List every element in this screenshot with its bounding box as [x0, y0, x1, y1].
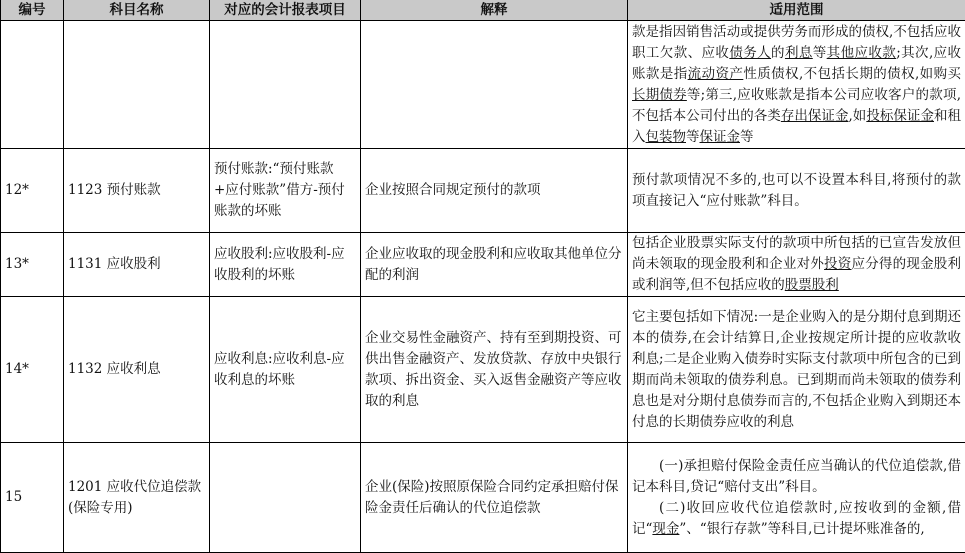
- scope-text: 包括企业股票实际支付的款项中所包括的已宣告发放但尚未领取的现金股利和企业对外: [632, 235, 961, 272]
- scope-paragraph-1: (一)承担赔付保险金责任应当确认的代位追偿款,借记本科目,贷记“赔付支出”科目。: [632, 456, 961, 498]
- scope-text: 性质债权,不包括长期的债权,如购买: [743, 66, 961, 82]
- table-row: [1, 149, 965, 233]
- scope-text: 等: [813, 45, 827, 61]
- link-investment[interactable]: 投资: [824, 256, 851, 272]
- link-deposit-guarantee[interactable]: 存出保证金: [781, 108, 849, 124]
- scope-text: (二)收回应收代位追偿款时,应按收到的金额,借记“: [632, 500, 961, 537]
- cell-no: [1, 21, 64, 149]
- cell-explanation: 企业按照合同规定预付的款项: [361, 149, 628, 233]
- cell-no: 13*: [1, 233, 64, 297]
- header-name: 科目名称: [64, 0, 210, 21]
- cell-item: [210, 443, 361, 553]
- scope-text: 等;第三,应收账款是指本公司应收客户的款项,不包括本公司付出的各类: [632, 87, 961, 124]
- scope-text: 等: [740, 129, 754, 145]
- cell-explanation: 企业(保险)按照原保险合同约定承担赔付保险金责任后确认的代位追偿款: [361, 443, 628, 553]
- cell-scope: 它主要包括如下情况:一是企业购入的是分期付息到期还本的债券,在会计结算日,企业按规定所计提的应收款收利息;二是企业购入债券时实际支付款项中所包含的已到期而尚未领取的债券利息。已到期而尚未领取的债券利息也是对分期付息债券而言的,不包括企业购入到期还本付息的长期债券应收的利息: [628, 297, 965, 443]
- scope-text: 应分得的现金股利或利润等,但不包括应收的: [632, 256, 961, 293]
- scope-text: 和租入: [632, 108, 961, 145]
- table-row: [1, 21, 965, 149]
- link-cash[interactable]: 现金: [652, 521, 679, 537]
- header-scope: 适用范围: [628, 0, 965, 21]
- link-guarantee-deposit[interactable]: 保证金: [700, 129, 741, 145]
- scope-text: ”、“银行存款”等科目,已计提坏账准备的,: [679, 521, 924, 537]
- scope-text: 等: [686, 129, 700, 145]
- scope-text: 款是指因销售活动或提供劳务而形成的债权,不包括应收职工欠款、应收: [632, 24, 961, 61]
- scope-paragraph-2: [632, 498, 961, 540]
- cell-scope: [628, 233, 965, 297]
- cell-explanation: 企业交易性金融资产、持有至到期投资、可供出售金融资产、发放贷款、存放中央银行款项、拆出资金、买入返售金融资产等应收取的利息: [361, 297, 628, 443]
- cell-name: 1132 应收利息: [64, 297, 210, 443]
- cell-scope: [628, 443, 965, 553]
- cell-name: 1201 应收代位追偿款(保险专用): [64, 443, 210, 553]
- cell-name: [64, 21, 210, 149]
- link-packaging[interactable]: 包装物: [646, 129, 687, 145]
- table-row: [1, 233, 965, 297]
- cell-item: 预付账款:“预付账款+应付账款”借方-预付账款的坏账: [210, 149, 361, 233]
- cell-item: 应收利息:应收利息-应收利息的坏账: [210, 297, 361, 443]
- link-debtor[interactable]: 债务人: [729, 45, 771, 61]
- link-stock-dividend[interactable]: 股票股利: [785, 277, 839, 293]
- scope-text: 的: [771, 45, 785, 61]
- header-item: 对应的会计报表项目: [210, 0, 361, 21]
- cell-explanation: 企业应收取的现金股利和应收取其他单位分配的利润: [361, 233, 628, 297]
- cell-name: 1123 预付账款: [64, 149, 210, 233]
- link-long-term-bonds[interactable]: 长期债券: [632, 87, 687, 103]
- cell-no: 12*: [1, 149, 64, 233]
- header-no: 编号: [1, 0, 64, 21]
- link-current-assets[interactable]: 流动资产: [688, 66, 744, 82]
- cell-item: 应收股利:应收股利-应收股利的坏账: [210, 233, 361, 297]
- header-row: [1, 0, 965, 21]
- link-bid-bond[interactable]: 投标保证金: [866, 108, 934, 124]
- scope-text: ,如: [848, 108, 866, 124]
- header-explanation: 解释: [361, 0, 628, 21]
- link-other-receivables[interactable]: 其他应收款: [827, 45, 897, 61]
- scope-text: ;其次,应收账款是指: [632, 45, 961, 82]
- table-row: [1, 443, 965, 553]
- link-interest[interactable]: 利息: [785, 45, 813, 61]
- cell-item: [210, 21, 361, 149]
- cell-name: 1131 应收股利: [64, 233, 210, 297]
- cell-no: 14*: [1, 297, 64, 443]
- table-row: [1, 297, 965, 443]
- cell-no: 15: [1, 443, 64, 553]
- cell-explanation: [361, 21, 628, 149]
- cell-scope: 预付款项情况不多的,也可以不设置本科目,将预付的款项直接记入“应付账款”科目。: [628, 149, 965, 233]
- cell-scope: [628, 21, 965, 149]
